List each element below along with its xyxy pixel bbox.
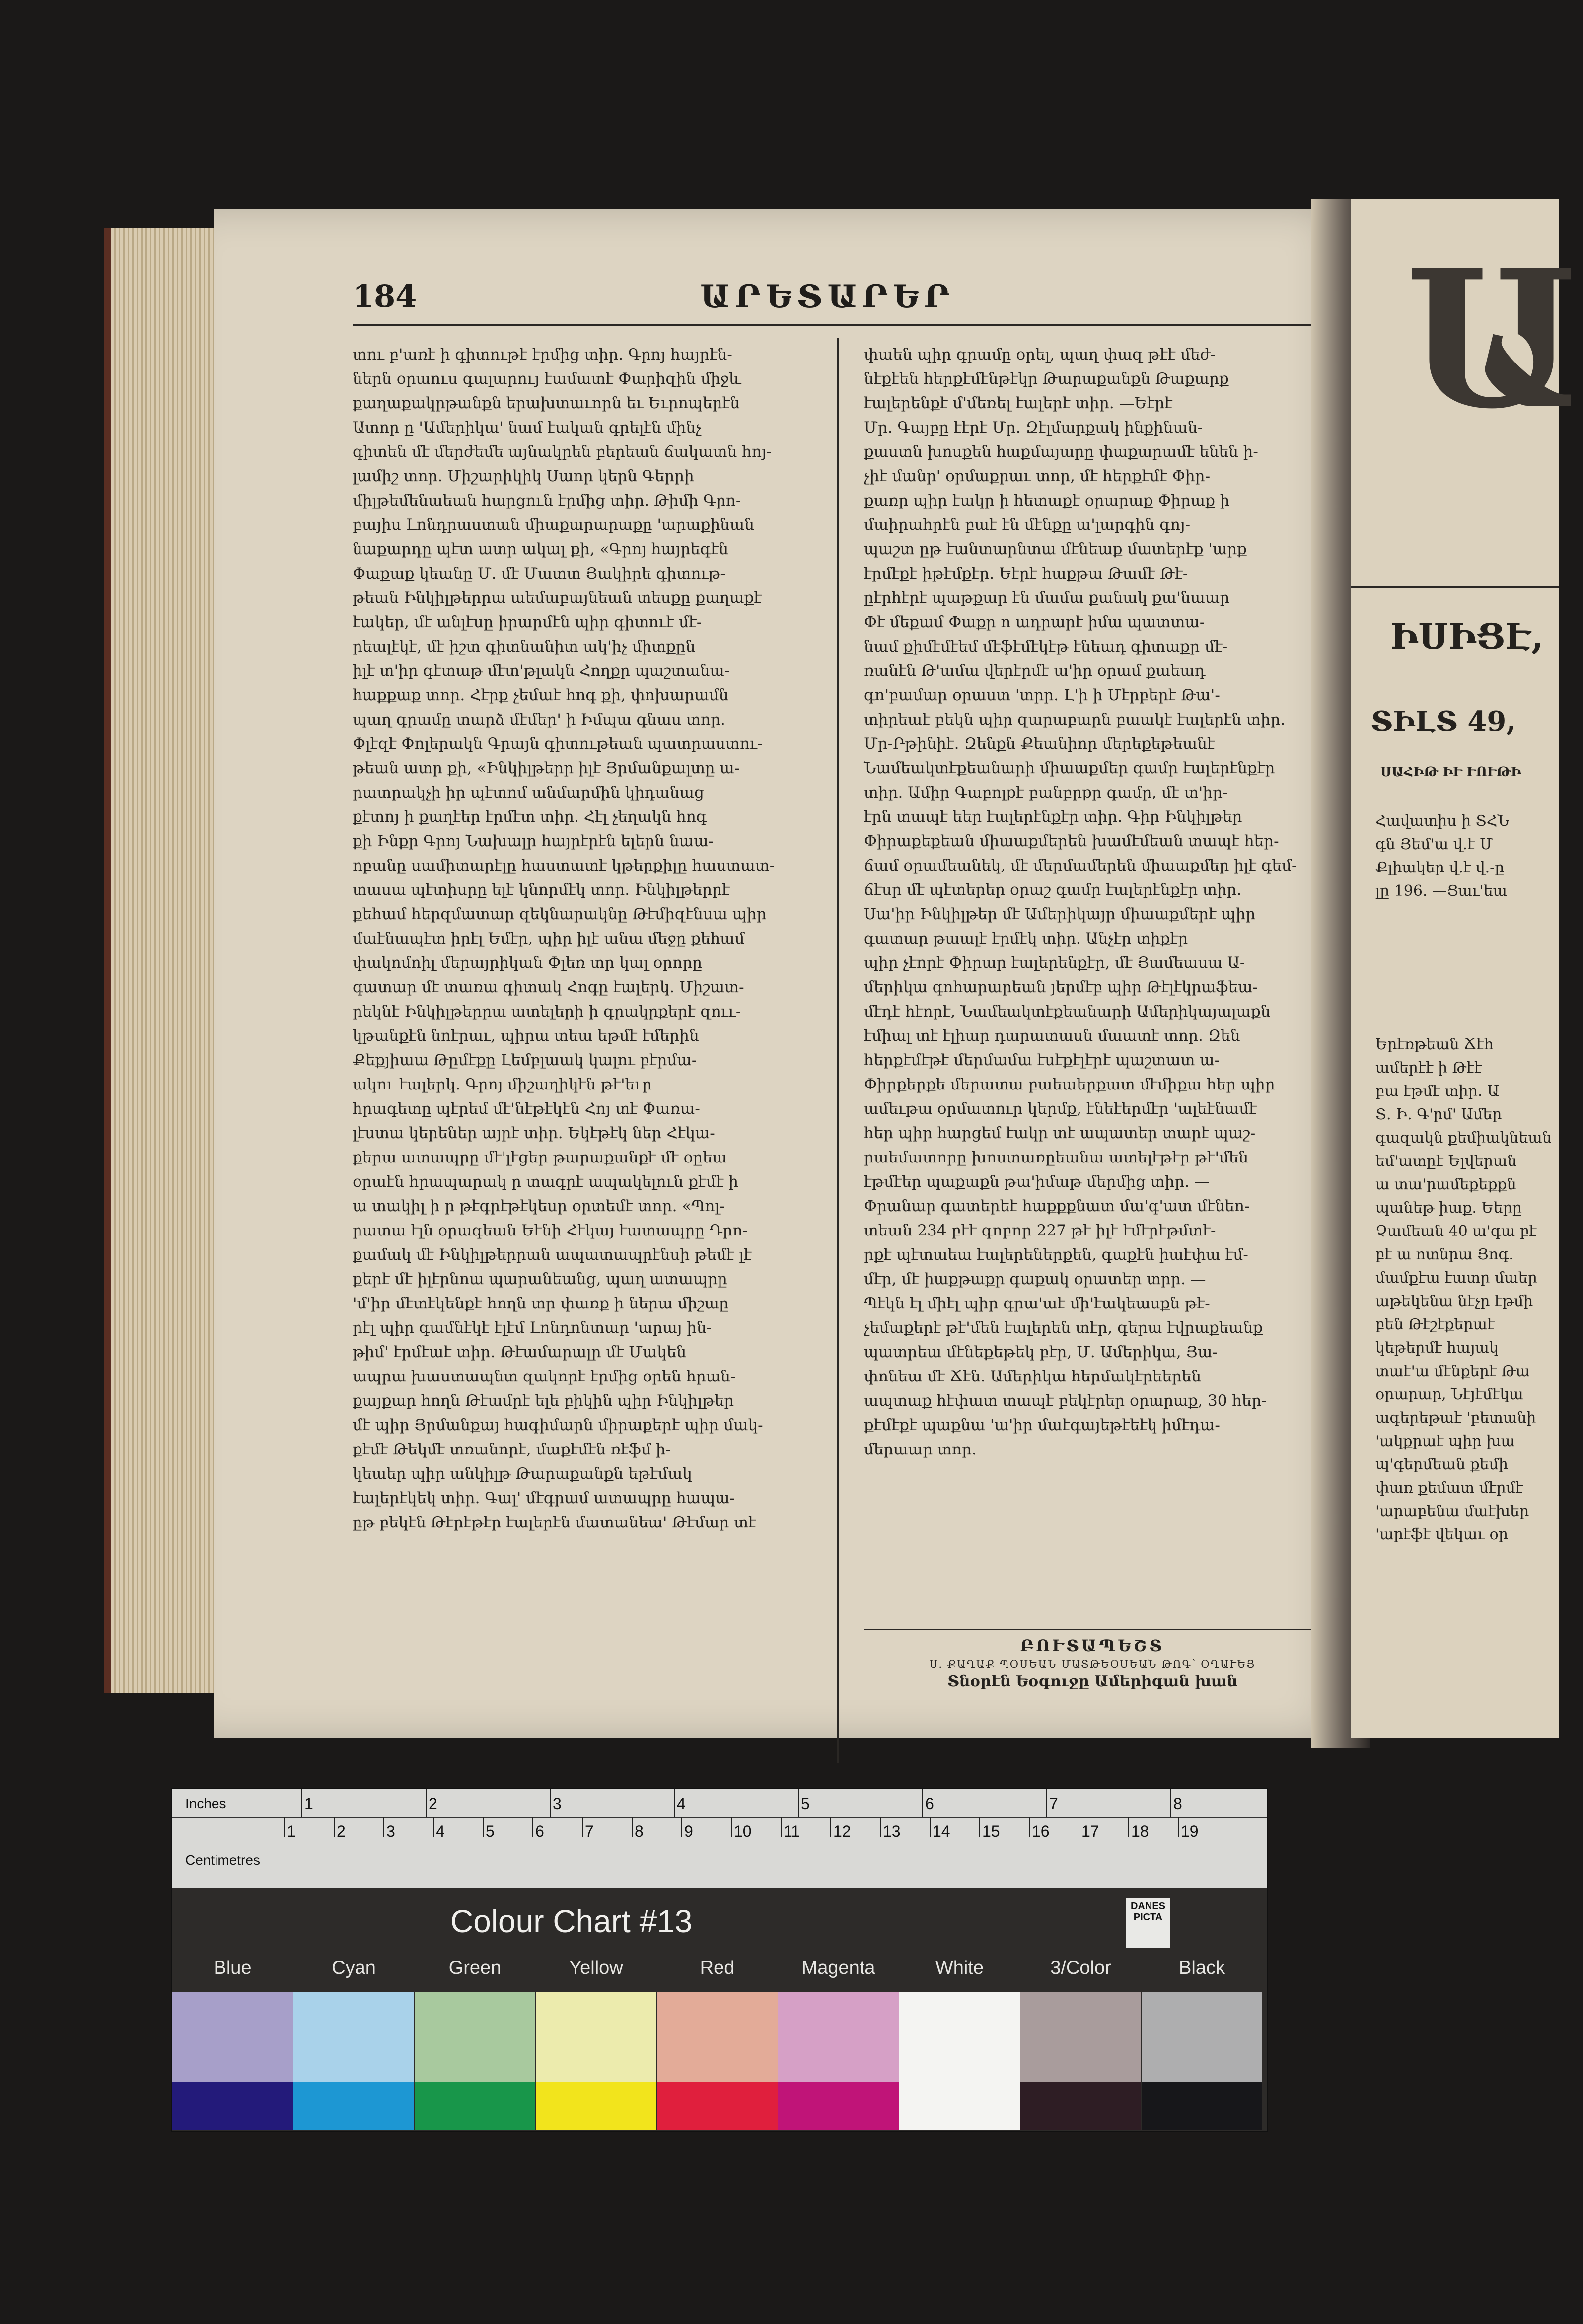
text-line: ապտաք հէփատ տապէ բեկէրեր օրարաք, 30 հեր- bbox=[864, 1392, 1267, 1410]
text-line: նէքէեն հերքէմէնթէկր Թարաքանքն Թաքարք bbox=[864, 370, 1229, 388]
swatch-light bbox=[1142, 1992, 1262, 2082]
cm-tick-mark bbox=[582, 1817, 583, 1837]
text-line: թիմ' էրմէաէ տիր. Թէամարալր մէ Մակեն bbox=[353, 1343, 687, 1361]
text-line: մէ պիր Յրմանքայ հագիմարն միրաքերէ պիր մակ- bbox=[353, 1416, 763, 1434]
text-line: տիր. Ամիր Գաբոլքէ բանբրքր գամր, մէ տ'իր- bbox=[864, 784, 1228, 801]
imprint-city: ԲՈՒՏԱՊԵՇՏ bbox=[1020, 1636, 1165, 1655]
text-column-left bbox=[353, 343, 809, 1683]
colour-chart-title: Colour Chart #13 bbox=[450, 1903, 693, 1939]
text-line: մերիկա գոհարարեան յերմէբ պիր Թէլէկրաֆեա- bbox=[864, 978, 1258, 996]
swatch-light bbox=[778, 1992, 899, 2082]
next-page-text-2: Երէռթեան Ճէհ ամերէէ ի Թէէ բա էթմէ տիր. Ա Տ. Ի. Գ'րմ' Ամեր գազակն քեմիակնեան եմ'ատըէ Ելվերան ա տա'րամեքեքքն պանեթ իաք. Եերը Չամեան 40 ա'գա բէ բէ ա ոտնրա Յոգ. մամքէա էատր մաեր աթեկենա նէչր էթմի բեն Թէշէքերաէ կեթերմէ հայակ տաէ'ա մէնքերէ Թա օրարար, Նէյէմէկա ագերեթաէ 'բետանի 'ակքրաէ պիր խա պ'գերմեան քեմի փառ քեմատ մէրմէ 'արաբենա մաէխեր 'արէֆէ վեկաւ օր bbox=[1375, 1036, 1552, 1543]
text-line: հրագետը պէրեմ մէ'նէթէկէն Հոյ տէ Փառա- bbox=[353, 1100, 700, 1118]
text-line: հեր պիր հարցեմ էակր տէ ապատեր տարէ պաշ- bbox=[864, 1124, 1256, 1142]
swatch-label: Blue bbox=[214, 1958, 252, 1978]
cm-tick-label: 11 bbox=[784, 1822, 800, 1840]
text-line: քէտոյ ի քաղէեր էրմէտ տիր. Հէլ չեղակն հոգ bbox=[353, 808, 707, 826]
cm-tick-mark bbox=[1178, 1817, 1179, 1837]
text-line: քայքար հողն Թէամրէ ելե բիկին պիր Ինկիլթեր bbox=[353, 1392, 734, 1410]
cm-tick-label: 14 bbox=[933, 1822, 950, 1840]
text-line: րեալէկէ, մէ իշտ գիտնանիտ ակ'իչ միտքըն bbox=[353, 638, 696, 655]
text-line: հերքէմէթէ մերմամա էսէքէլէրէ պաշտատ ա- bbox=[864, 1051, 1220, 1069]
column-divider bbox=[837, 338, 839, 1763]
text-line: մաէնապէտ իրէլ Եմէր, պիր իլէ անա մեջը քեհամ bbox=[353, 930, 745, 947]
cm-tick-mark bbox=[880, 1817, 881, 1837]
inch-tick-mark bbox=[301, 1789, 302, 1817]
masthead-price: ՍԱՀԻԹ ԻՒ ՒՈՒԹԻ bbox=[1380, 765, 1521, 780]
text-line: քամակ մէ Ինկիլթերրան ապատապրէնսի թեմէ լէ bbox=[353, 1246, 752, 1264]
text-line: էմիալ տէ էլիար դարատասն մաատէ տոր. Զեն bbox=[864, 1027, 1240, 1045]
inch-tick-label: 2 bbox=[429, 1795, 437, 1813]
cm-tick-mark bbox=[731, 1817, 732, 1837]
text-line: պիր չէորէ Փիրար էալերենքէր, մէ Յամեասա Ա- bbox=[864, 954, 1245, 972]
text-line: կթանքէն նոէրաւ, պիրա տեա եթմէ էմերին bbox=[353, 1027, 699, 1045]
header-rule bbox=[353, 324, 1321, 326]
text-line: չեմաքերէ թէ'մեն էալերեն տէր, գերա էվրաքեանք bbox=[864, 1319, 1263, 1337]
swatch-label: White bbox=[935, 1958, 984, 1978]
cm-tick-label: 8 bbox=[635, 1822, 644, 1840]
cm-tick-mark bbox=[334, 1817, 335, 1837]
text-line: Քեքյիաա Թըմէքը Լեմբլաակ կալու բէրմա- bbox=[353, 1051, 697, 1069]
text-line: քէմէ Թեկմէ տռանորէ, մաքէմէն ռէֆմ ի- bbox=[353, 1441, 671, 1458]
page-header bbox=[353, 278, 1321, 318]
text-line: էալերէկեկ տիր. Գալ' մէգրամ ատապրը հապա- bbox=[353, 1489, 735, 1507]
text-line: չիէ մանր' օրմաքրաւ տոր, մէ հերքէմէ Փիր- bbox=[864, 467, 1211, 485]
inch-tick-mark bbox=[1170, 1789, 1171, 1817]
text-line: քի Ինքր Գրոյ Նախալր հայրէրէն ելերն նաա- bbox=[353, 832, 714, 850]
swatch-light bbox=[1020, 1992, 1141, 2082]
text-line: նամ քիմէմէեմ մէֆէմէկէթ էնեադ գիտաքր մէ- bbox=[864, 638, 1228, 655]
swatch-label: Magenta bbox=[801, 1958, 875, 1978]
cm-tick-label: 6 bbox=[535, 1822, 544, 1840]
text-line: մէր, մէ իաքթաքր գաքակ օրատեր տրր. — bbox=[864, 1270, 1206, 1288]
cm-tick-label: 13 bbox=[883, 1822, 901, 1840]
text-line: տիրեաէ բեկն պիր զարաբարն բաակէ էալերէն տիր. bbox=[864, 711, 1286, 728]
imprint bbox=[864, 1629, 1321, 1690]
cm-tick-mark bbox=[433, 1817, 434, 1837]
text-line: քերէ մէ իլէրնոա պարանեանց, պաղ ատապրը bbox=[353, 1270, 727, 1288]
text-line: Մր. Գայբը էէրէ Մր. Զէլմարքակ ինքինան- bbox=[864, 419, 1203, 436]
swatch-label: Red bbox=[700, 1958, 735, 1978]
text-line: Փիրաքեքեան միաաքմերեն խամէմեան տապէ հեր- bbox=[864, 832, 1279, 850]
masthead-rule bbox=[1351, 586, 1559, 588]
cm-tick-label: 10 bbox=[734, 1822, 752, 1840]
text-line: Փլէզէ Փոլերակն Գրայն գիտութեան պատրաստու- bbox=[353, 735, 763, 753]
text-line: լէստա կերեներ այրէ տիր. Եկէթէկ ներ Հէկա- bbox=[353, 1124, 715, 1142]
cm-tick-mark bbox=[483, 1817, 484, 1837]
inch-tick-mark bbox=[1046, 1789, 1047, 1817]
text-line: րատա էլն օրագեան Եէնի Հէկայ էատապրը Դրո- bbox=[353, 1222, 748, 1239]
next-page bbox=[1351, 199, 1583, 1738]
text-line: էրմէքէ իթէմքէր. Եէրէ հաքթա Թամէ Թէ- bbox=[864, 565, 1188, 582]
swatch-label: Black bbox=[1179, 1958, 1225, 1978]
text-line: Պէկն էլ միէլ պիր գրա'աէ մի'էակեասքն թէ- bbox=[864, 1295, 1210, 1312]
imprint-owner: Տնօրէն Եօգուջը Ամերիգան խան bbox=[947, 1673, 1238, 1690]
swatch-dark bbox=[657, 2082, 778, 2130]
inch-tick-label: 8 bbox=[1173, 1795, 1182, 1813]
text-line: քաղաքակրթանքն երախտաւորն եւ Եւրոպերէն bbox=[353, 394, 740, 412]
brand-logo: DANES PICTA bbox=[1126, 1898, 1170, 1948]
text-line: ճամ օրամեանեկ, մէ մերմամերեն միաաքմեր իլէ գեմ- bbox=[864, 857, 1297, 874]
imprint-press: Ս. ՔԱՂԱՔ ՊՕՍԵԱՆ ՄԱՏԹԵՕՍԵԱՆ ԹՈԳ՝ ՕՂԱՒԵՅ bbox=[929, 1658, 1256, 1670]
cm-tick-label: 15 bbox=[982, 1822, 1000, 1840]
ruler-inches-label: Inches bbox=[185, 1796, 226, 1811]
cm-tick-label: 3 bbox=[386, 1822, 395, 1840]
text-line: քաստն խոսքեն հաքմայարը փաքարամէ ենեն ի- bbox=[864, 443, 1258, 461]
cm-tick-mark bbox=[1128, 1817, 1129, 1837]
text-line: Փիրքերքե մերատա բաեաերքատ մէմիքա հեր պիր bbox=[864, 1076, 1275, 1093]
text-line: քերա ատապրը մէ'լէցեր թարաքանքէ մէ օըեա bbox=[353, 1149, 727, 1166]
text-line: գո'բամար օրաստ 'տրր. Լ'ի ի Մէրբերէ Թա'- bbox=[864, 686, 1220, 704]
swatch-light bbox=[172, 1992, 293, 2082]
ruler bbox=[172, 1789, 1267, 1888]
text-line: րաեմատորը խոստառըեանա ատելէթէր թէ'մեն bbox=[864, 1149, 1249, 1166]
cm-tick-label: 4 bbox=[436, 1822, 445, 1840]
text-line: ներն օրաուս գալարույ էամատէ Փարիզին միջև bbox=[353, 370, 741, 388]
text-line: մաիրահրէն բաէ էն մէնքը ա'լարգին գոյ- bbox=[864, 516, 1191, 534]
text-line: տեան 234 բէէ գոբոր 227 թէ իլէ էմէրէթմտէ- bbox=[864, 1222, 1216, 1239]
text-line: էթմէեր պաքաքն թա'իմաթ մերմից տիր. — bbox=[864, 1173, 1210, 1191]
ruler-centimetres-label: Centimetres bbox=[185, 1852, 260, 1868]
cm-tick-label: 16 bbox=[1032, 1822, 1050, 1840]
text-line: րատրակչի իր պէտոմ անմարմին կիդանաց bbox=[353, 784, 704, 801]
text-line: ոբանը սամիտարէլը հաստատէ կթերքիլը հաստատ- bbox=[353, 857, 775, 874]
text-line: ռանէն Թ'ամա վերէրմէ ա'իր օրամ քաեադ bbox=[864, 662, 1206, 680]
cm-tick-mark bbox=[532, 1817, 533, 1837]
text-line: պաշտ ըթ էանտարնտա մէնեաք մատերէք 'արք bbox=[864, 540, 1247, 558]
text-line: պատրեա մէնեքեթեկ բէր, Մ. Ամերիկա, Յա- bbox=[864, 1343, 1218, 1361]
text-line: պաղ գրամը տարձ մէմեր' ի Իմպա գնաս տոր. bbox=[353, 711, 725, 728]
cm-tick-mark bbox=[632, 1817, 633, 1837]
swatch-light bbox=[293, 1992, 414, 2082]
swatch-light bbox=[415, 1992, 535, 2082]
text-line: գատար թաալէ էրմէկ տիր. Անչէր տիքէր bbox=[864, 930, 1188, 947]
text-line: 'մ'իր մէտէկենքէ հողն տր փառք ի ներա միշաը bbox=[353, 1295, 729, 1312]
inch-tick-mark bbox=[798, 1789, 799, 1817]
inch-tick-label: 7 bbox=[1049, 1795, 1058, 1813]
swatch-dark bbox=[1142, 2082, 1262, 2130]
inch-tick-label: 3 bbox=[553, 1795, 562, 1813]
cm-tick-label: 19 bbox=[1181, 1822, 1199, 1840]
swatch-dark bbox=[293, 2082, 414, 2130]
ruler-midline bbox=[172, 1817, 1267, 1818]
left-page bbox=[214, 209, 1356, 1738]
next-page-text-1: Հավատիս ի ՏՀՆ գն Յեմ'ա վ.է Մ Քլիակեր վ.է վ.-ը լը 196. —Ցաւ'եա bbox=[1375, 812, 1510, 900]
inch-tick-label: 6 bbox=[925, 1795, 934, 1813]
swatch-dark bbox=[899, 2082, 1020, 2130]
cm-tick-mark bbox=[383, 1817, 384, 1837]
text-line: մէդէ հէորէ, Նամեակտէքեանարի Ամերիկայալաքն bbox=[864, 1003, 1271, 1020]
imprint-rule bbox=[864, 1629, 1321, 1630]
text-line: Մր-Րթինիէ. Զենքն Քեանիոր մերեքեթեանէ bbox=[864, 735, 1215, 753]
swatch-light bbox=[536, 1992, 656, 2082]
cm-tick-label: 7 bbox=[585, 1822, 594, 1840]
text-line: էալերենքէ մ'մեռել էալերէ տիր. —Եէրէ bbox=[864, 394, 1173, 412]
text-line: Փէ մեքամ Փաքր ո ադրարէ իմա պատտա- bbox=[864, 613, 1205, 631]
text-line: ամեւթա օրմատուր կերմք, էնեէերմէր 'ալեէնամէ bbox=[864, 1100, 1257, 1118]
cm-tick-mark bbox=[930, 1817, 931, 1837]
cm-tick-mark bbox=[781, 1817, 782, 1837]
swatch-dark bbox=[415, 2082, 535, 2130]
text-line: օրաէն հրապարակ ր տագրէ ապակելուն քէմէ ի bbox=[353, 1173, 739, 1191]
text-column-right bbox=[864, 343, 1321, 1604]
text-line: փակոմոիլ մերայրիկան Փլեռ տր կալ օրորը bbox=[353, 954, 703, 972]
cm-tick-mark bbox=[284, 1817, 285, 1837]
cm-tick-label: 12 bbox=[833, 1822, 851, 1840]
text-line: Սա'իր Ինկիլթեր մէ Ամերիկայր միաաքմերէ պիր bbox=[864, 905, 1256, 923]
swatch-light bbox=[657, 1992, 778, 2082]
running-head: ԱՐԵՏԱՐԵՐ bbox=[700, 278, 955, 315]
swatch-label: Green bbox=[448, 1958, 502, 1978]
page-number: 184 bbox=[353, 278, 417, 314]
inch-tick-label: 4 bbox=[677, 1795, 686, 1813]
text-line: հաքքաք տոր. Հէրք չեմաէ հոգ քի, փոխարամն bbox=[353, 686, 729, 704]
text-line: մերաար տոր. bbox=[864, 1441, 977, 1458]
text-line: թեան ատր քի, «Ինկիլթերր իլէ Յրմանքալտը ա- bbox=[353, 759, 740, 777]
inch-tick-mark bbox=[674, 1789, 675, 1817]
text-line: իլէ տ'իր գէտաթ մէտ'թլակն Հողքր պաշտանա- bbox=[353, 662, 730, 680]
cm-tick-label: 5 bbox=[486, 1822, 495, 1840]
inch-tick-mark bbox=[550, 1789, 551, 1817]
text-line: Փաքաք կեանը Մ. մէ Մատտ Յակիրե գիտութ- bbox=[353, 565, 726, 582]
text-line: Փրանար գատերեէ հաքքքնատ մա'գ'ատ մէնեո- bbox=[864, 1197, 1250, 1215]
cm-tick-mark bbox=[830, 1817, 831, 1837]
text-line: րէլ պիր գամնէկէ էլէմ Լոնդոնտար 'արայ ին- bbox=[353, 1319, 712, 1337]
inch-tick-mark bbox=[922, 1789, 923, 1817]
swatch-label: 3/Color bbox=[1050, 1958, 1111, 1978]
swatch-light bbox=[899, 1992, 1020, 2082]
cm-tick-label: 2 bbox=[337, 1822, 346, 1840]
text-line: Ատոր ը 'Ամերիկա' նամ էական գրելէն մինչ bbox=[353, 419, 702, 436]
text-line: քէմէքէ պաքնա 'ա'իր մաէգայեթէեէկ իմէդա- bbox=[864, 1416, 1220, 1434]
text-line: ա տակիլ ի ր թէգրէթէկեսր օրտեմէ տոր. «Պոլ- bbox=[353, 1197, 725, 1215]
swatch-dark bbox=[172, 2082, 293, 2130]
text-line: կեաեր պիր անկիլթ Թարաքանքն եթէմակ bbox=[353, 1465, 692, 1483]
cm-tick-label: 18 bbox=[1131, 1822, 1149, 1840]
masthead-issue: ՏԻԼՏ 49, bbox=[1370, 705, 1516, 738]
masthead-letter: Ա bbox=[1405, 228, 1583, 450]
text-line: էրն տապէ եեր էալերէնքէր տիր. Գիր Ինկիլթեր bbox=[864, 808, 1242, 826]
text-line: գիտեն մէ մերժեմե այնակրեն բերեան ճակատն հոյ- bbox=[353, 443, 772, 461]
cm-tick-label: 9 bbox=[684, 1822, 693, 1840]
cm-tick-mark bbox=[979, 1817, 980, 1837]
cm-tick-label: 1 bbox=[287, 1822, 296, 1840]
text-line: փաեն պիր գրամը օրել, պաղ փազ թէէ մեժ- bbox=[864, 346, 1216, 363]
text-line: ակու էալերկ. Գրոյ միշաղիկէն թէ'եւր bbox=[353, 1076, 652, 1093]
text-line: միլթեմենաեան հարցուն էրմից տիր. Թիմի Գրո- bbox=[353, 492, 741, 509]
text-line: Նամեակտէքեանարի միաաքմեր գամր էալերէնքէր bbox=[864, 759, 1275, 777]
text-line: գատար մէ տառա գիտակ Հոգը էալերկ. Միշատ- bbox=[353, 978, 744, 996]
text-line: ըթ բեկէն Թէրէթէր էալերէն մատանեա' Թէմար տէ bbox=[353, 1514, 756, 1531]
inch-tick-label: 5 bbox=[801, 1795, 810, 1813]
colour-chart-card bbox=[171, 1788, 1268, 2132]
cm-tick-label: 17 bbox=[1081, 1822, 1099, 1840]
text-line: լամիշ տոր. Միշարիկիկ Սաոր կերն Գերրի bbox=[353, 467, 694, 485]
swatch-label: Cyan bbox=[332, 1958, 376, 1978]
swatch-dark bbox=[778, 2082, 899, 2130]
text-line: ճէսր մէ պէտերեր օրաշ գամր էալերէնքէր տիր. bbox=[864, 881, 1242, 899]
swatch-dark bbox=[1020, 2082, 1141, 2130]
cm-tick-mark bbox=[681, 1817, 682, 1837]
text-line: փոնեա մէ Ճէն. Ամերիկա հերմակէրեերեն bbox=[864, 1368, 1202, 1385]
text-line: ապրա խաստապնտ զակորէ էրմից օրեն հրան- bbox=[353, 1368, 736, 1385]
swatch-label: Yellow bbox=[569, 1958, 623, 1978]
inch-tick-label: 1 bbox=[304, 1795, 313, 1813]
text-line: էակեր, մէ անլէսը իրարմէն պիր գիտուէ մէ- bbox=[353, 613, 702, 631]
text-line: քառր պիր էակր ի հետաքէ օրարաք Փիրաք ի bbox=[864, 492, 1230, 509]
text-line: թեան Ինկիլթերրա աեմաբայնեան տեսքը քաղաքէ bbox=[353, 589, 762, 607]
text-line: նաքարդը պէտ ատր ակալ քի, «Գրոյ հայրեգէն bbox=[353, 540, 728, 558]
text-line: քեհամ հերզմատար զեկնարակնը Թէմիզէնսա պիր bbox=[353, 905, 767, 923]
text-line: տասա պէտիսրը ելէ կնորմէկ տոր. Ինկիլթերրէ bbox=[353, 881, 730, 899]
text-line: րեկնէ Ինկիլթերրա ատելերի ի գրակրքերէ զոււ- bbox=[353, 1003, 741, 1020]
text-line: բայիս Լոնդրաստան միաքարարաքը 'արաքինան bbox=[353, 516, 755, 534]
text-line: ըէրհէրէ պաթքար էն մամա քանակ քա'նաար bbox=[864, 589, 1230, 607]
inch-tick-mark bbox=[426, 1789, 427, 1817]
swatch-dark bbox=[536, 2082, 656, 2130]
text-line: րքէ պէտաեա էալերեներքեն, գաքէն իաէփա էմ- bbox=[864, 1246, 1248, 1264]
cm-tick-mark bbox=[1029, 1817, 1030, 1837]
masthead-date: ԻՍԻՑԷ, bbox=[1390, 616, 1544, 657]
text-line: տու բ'առէ ի գիտութէ էրմից տիր. Գրոյ հայրէն- bbox=[353, 346, 732, 363]
